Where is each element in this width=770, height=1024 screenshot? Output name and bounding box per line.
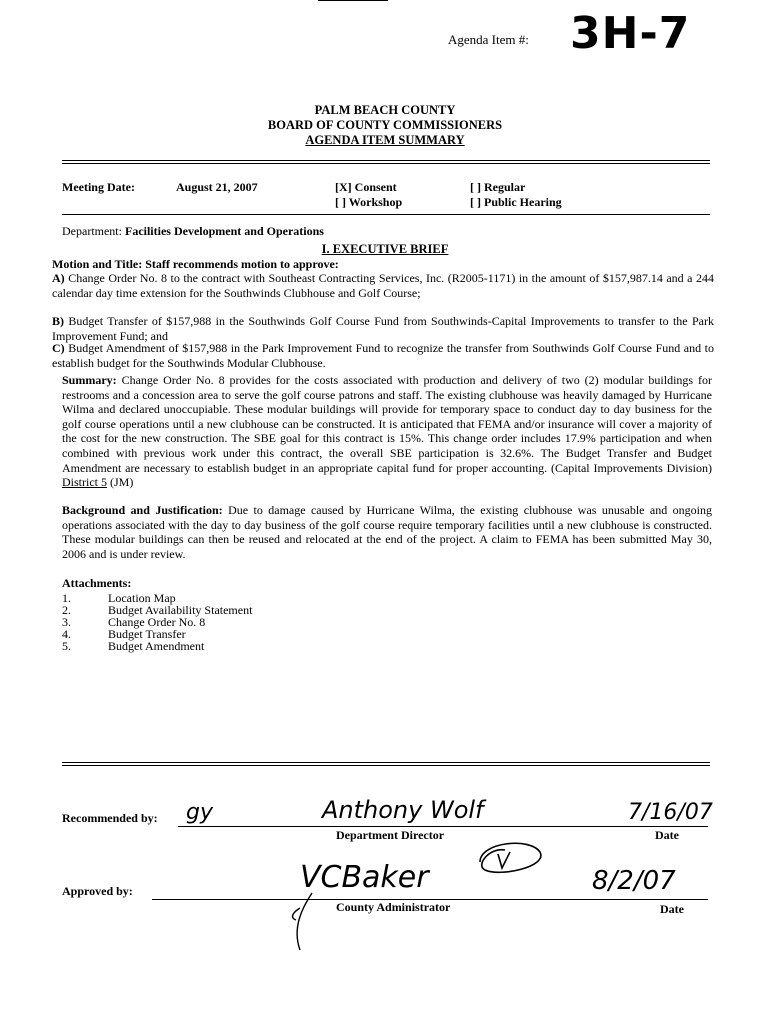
background-text: Due to damage caused by Hurricane Wilma, the existing clubhouse was unusable and ongoing operations associated with the day to day business of the golf course require temporary facilities until a new clubhouse is constructed. These modular buildings can then be reused and relocated at the end of the project. A claim to FEMA has been submitted May 30, 2006 and is under review.	[62, 503, 713, 561]
department-value: Facilities Development and Operations	[124, 224, 324, 238]
agenda-item-label: Agenda Item #:	[448, 32, 529, 47]
motion-item-a	[52, 271, 714, 300]
department-label: Department:	[62, 224, 122, 238]
department-director-label: Department Director	[336, 828, 445, 842]
recommended-initials: gy	[186, 800, 213, 825]
background-label: Background and Justification:	[62, 503, 223, 517]
motion-title: Motion and Title: Staff recommends motion to approve:	[52, 257, 339, 271]
consent-checkbox: [X] Consent	[335, 180, 397, 194]
motion-c-text: Budget Amendment of $157,988 in the Park Improvement Fund to recognize the transfer from Southwinds Golf Course Fund and to establish budget for the Southwinds Modular Clubhouse.	[52, 341, 715, 370]
executive-brief-heading: I. EXECUTIVE BRIEF	[321, 242, 449, 256]
title-county: PALM BEACH COUNTY	[314, 103, 456, 117]
attachment-text: Change Order No. 8	[108, 615, 206, 629]
summary-paragraph	[62, 373, 712, 490]
motion-b-text: Budget Transfer of $157,988 in the Southwinds Golf Course Fund from Southwinds-Capital Improvements to transfer to the Park Improvement Fund; and	[52, 314, 715, 343]
summary-text: Change Order No. 8 provides for the costs associated with production and delivery of two (2) modular buildings for restrooms and a concession area to serve the golf course patrons and staff. The existing clubhouse was heavily damaged by Hurricane Wilma and declared unoccupiable. These modular buildings will provide for temporary space to conduct day to day business for the golf course operations until a new clubhouse can be constructed. It is anticipated that FEMA and/or insurance will cover a majority of the cost for the new construction. The SBE goal for this contract is 15%. This change order includes 17.9% participation and when combined with previous work under this contract, the overall SBE participation is 32.6%. The Budget Transfer and Budget Amendment are necessary to establish budget in an appropriate capital fund for proper accounting. (Capital Improvements Division)	[62, 373, 712, 475]
signature-divider	[62, 762, 710, 766]
motion-item-c	[52, 341, 714, 370]
workshop-checkbox: [ ] Workshop	[335, 195, 403, 209]
meeting-date-value: August 21, 2007	[176, 180, 258, 194]
title-board: BOARD OF COUNTY COMMISSIONERS	[267, 118, 503, 132]
attachment-number: 4.	[62, 627, 71, 641]
title-summary: AGENDA ITEM SUMMARY	[305, 133, 465, 147]
attachment-text: Budget Transfer	[108, 627, 186, 641]
background-paragraph	[62, 503, 712, 561]
motion-item-b	[52, 314, 714, 343]
county-administrator-signature: VCBaker	[300, 860, 429, 895]
date-label-1: Date	[655, 828, 679, 842]
motion-a-label: A)	[52, 271, 65, 285]
department-director-signature: Anthony Wolf	[322, 796, 484, 824]
attachment-text: Budget Amendment	[108, 639, 205, 653]
recommended-by-label: Recommended by:	[62, 811, 158, 825]
date-handwritten-1: 7/16/07	[628, 800, 713, 825]
meeting-divider	[62, 214, 710, 215]
attachment-number: 2.	[62, 603, 71, 617]
county-administrator-label: County Administrator	[336, 900, 451, 914]
attachments-heading: Attachments:	[62, 576, 132, 590]
date-label-2: Date	[660, 902, 684, 916]
top-mark	[318, 0, 388, 1]
meeting-date-label: Meeting Date:	[62, 180, 135, 194]
agenda-item-number: 3H-7	[570, 8, 691, 59]
attachment-number: 1.	[62, 591, 71, 605]
summary-label: Summary:	[62, 373, 117, 387]
motion-a-text: Change Order No. 8 to the contract with Southeast Contracting Services, Inc. (R2005-1171) in the amount of $157,987.14 and a 244 calendar day time extension for the Southwinds Clubhouse and Golf Course;	[52, 271, 715, 300]
header-divider	[62, 160, 710, 164]
signature-flourish	[282, 888, 342, 958]
motion-c-label: C)	[52, 341, 65, 355]
regular-checkbox: [ ] Regular	[470, 180, 526, 194]
approved-by-label: Approved by:	[62, 884, 133, 898]
attachment-text: Location Map	[108, 591, 176, 605]
attachment-number: 3.	[62, 615, 71, 629]
motion-b-label: B)	[52, 314, 64, 328]
summary-initials: (JM)	[110, 475, 134, 490]
recommended-line	[178, 826, 708, 827]
attachment-number: 5.	[62, 639, 71, 653]
public-hearing-checkbox: [ ] Public Hearing	[470, 195, 562, 209]
date-handwritten-2: 8/2/07	[592, 866, 676, 896]
attachment-text: Budget Availability Statement	[108, 603, 253, 617]
department-row	[62, 224, 324, 239]
initials-circle-mark	[470, 832, 550, 882]
summary-district: District 5	[62, 475, 107, 490]
